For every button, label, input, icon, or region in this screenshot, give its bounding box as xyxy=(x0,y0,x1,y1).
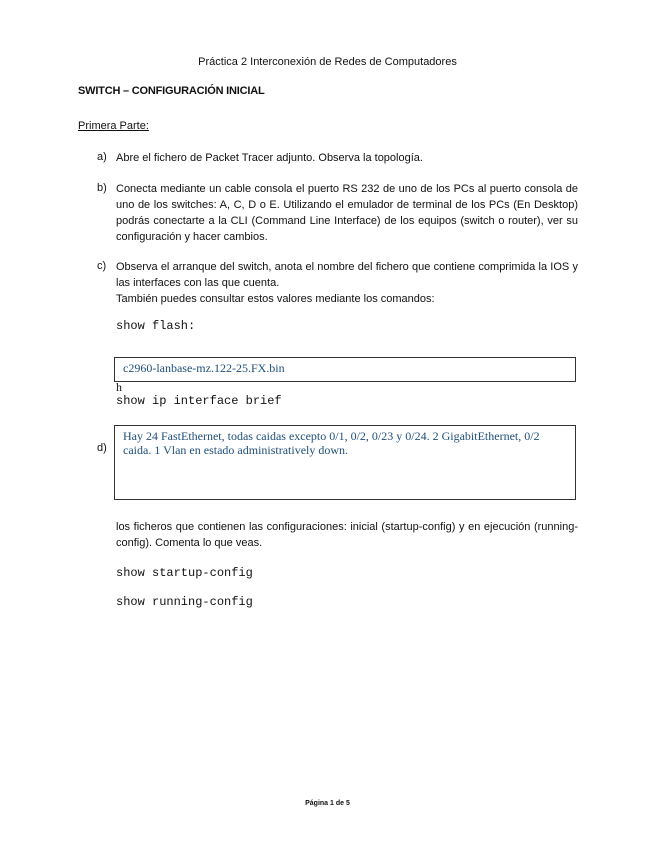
item-a-text: Abre el fichero de Packet Tracer adjunto. Observa la topología. xyxy=(116,152,423,164)
command-show-ip-interface-brief: show ip interface brief xyxy=(116,394,282,408)
stray-character: h xyxy=(116,380,122,394)
item-a-label: a) xyxy=(97,151,107,163)
answer-flash-text: c2960-lanbase-mz.122-25.FX.bin xyxy=(123,361,285,375)
command-show-startup-config: show startup-config xyxy=(116,566,253,580)
page-footer: Página 1 de 5 xyxy=(305,800,350,807)
answer-interfaces-text: Hay 24 FastEthernet, todas caidas excepto 0/1, 0/2, 0/23 y 0/24. 2 GigabitEthernet, 0/2 caida. 1 Vlan en estado administratively down. xyxy=(123,429,540,457)
item-c-subtext: También puedes consultar estos valores mediante los comandos: xyxy=(116,293,435,305)
item-b-label: b) xyxy=(97,182,107,194)
answer-box-interfaces[interactable] xyxy=(114,425,576,500)
command-show-running-config: show running-config xyxy=(116,595,253,609)
command-show-flash: show flash: xyxy=(116,319,196,333)
item-b-text: Conecta mediante un cable consola el puerto RS 232 de uno de los PCs al puerto consola de uno de los switches: A, C, D o E. Utilizando el emulador de terminal de los PCs (En Desktop) podrás conectarte a la CLI (Command Line Interface) de los equipos (switch o router), ver su configuración y hacer cambios. xyxy=(116,183,578,243)
item-d-text: los ficheros que contienen las configuraciones: inicial (startup-config) y en ejecución (running-config). Comenta lo que veas. xyxy=(116,521,578,549)
answer-box-flash[interactable] xyxy=(114,357,576,382)
item-d-label: d) xyxy=(97,442,107,454)
item-c-text: Observa el arranque del switch, anota el nombre del fichero que contiene comprimida la IOS y las interfaces con las que cuenta. xyxy=(116,261,578,289)
page-header: Práctica 2 Interconexión de Redes de Computadores xyxy=(198,56,457,68)
item-c-label: c) xyxy=(97,260,107,272)
section-title: SWITCH – CONFIGURACIÓN INICIAL xyxy=(78,85,265,97)
subsection-heading: Primera Parte: xyxy=(78,120,149,132)
